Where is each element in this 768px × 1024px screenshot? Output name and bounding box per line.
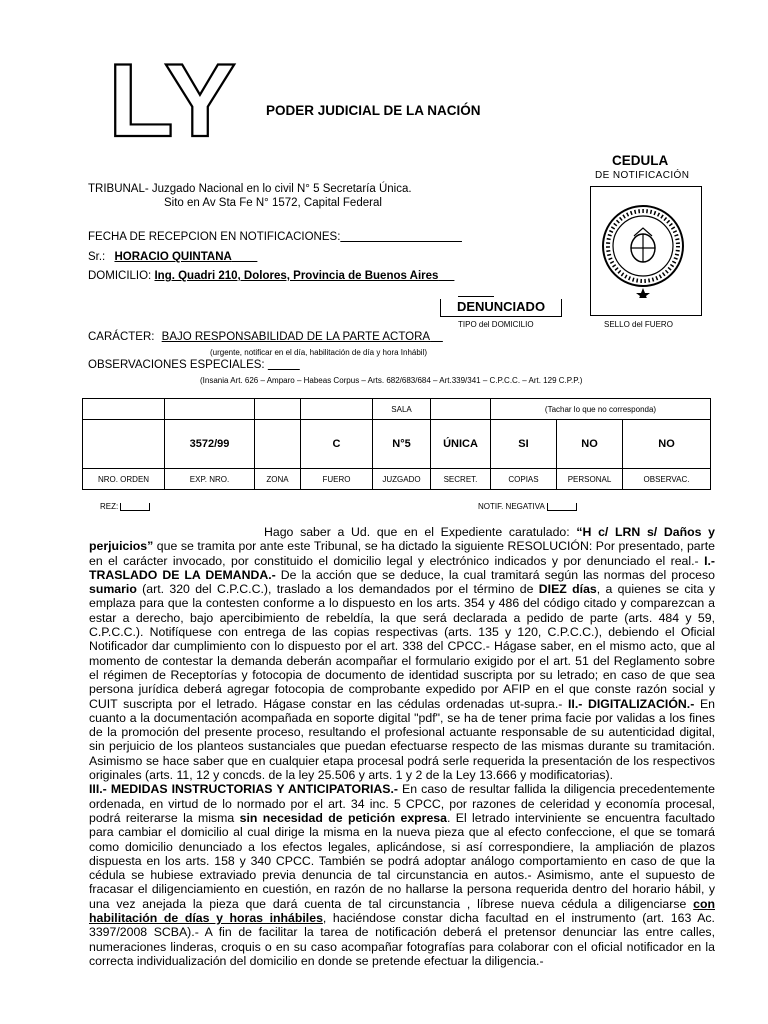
notif-negativa-box <box>547 503 577 511</box>
tipo-domicilio-box <box>440 299 562 317</box>
case-title: “H c/ LRN s/ Daños y perjuicios” <box>89 525 715 554</box>
notif-negativa-label: NOTIF. NEGATIVA <box>478 502 545 511</box>
header-observac: OBSERVAC. <box>623 469 711 490</box>
domicilio-row <box>88 270 454 282</box>
caracter-value: BAJO RESPONSABILIDAD DE LA PARTE ACTORA <box>161 331 431 343</box>
header-fuero: FUERO <box>301 469 373 490</box>
observaciones-label: OBSERVACIONES ESPECIALES: <box>88 359 265 371</box>
domicilio-label: DOMICILIO: <box>88 270 152 282</box>
body-p2-b: En caso de resultar fallida la diligencia precedentemente ordenada, en virtud de lo normado por el art. 34 inc. 5 CPCC, por razones de celeridad y economía procesal, podrá reiterarse la misma <box>89 782 715 825</box>
body-paragraph-1 <box>89 525 715 782</box>
header-juzgado: JUZGADO <box>373 469 431 490</box>
fecha-label: FECHA DE RECEPCION EN NOTIFICACIONES: <box>88 231 341 243</box>
body-p1-f: sumario <box>89 582 137 597</box>
body-p1-i: , a quienes se cita y emplaza para que la contesten conforme a lo dispuesto en los arts. 354 y 486 del código citado y comparezcan a estar a derecho, bajo apercibimiento de rebeldía, la que será declarada a pedido de parte (arts. 484 y 59, C.P.C.C.). Notifíquese con entrega de las copias respectivas (arts. 135 y 120, C.P.C.C.), debiendo el Oficial Notificador dar cumplimiento con lo dispuesto por el art. 338 del CPCC.- Hágase saber, en el mismo acto, que al momento de contestar la demanda deberán acompañar el formulario exigido por el art. 51 del Reglamento sobre el régimen de Receptorías y fotocopia de documento de identidad suscripta por su letrado; en caso de que sea persona jurídica deberá agregar fotocopia de comprobante expedido por AFIP en el que conste razón social y CUIT suscripta por el letrado. Hágase constar en las cédulas ordenadas ut-supra.- <box>89 582 715 711</box>
cell-exp-nro: 3572/99 <box>165 420 255 469</box>
sello-label: SELLO del FUERO <box>604 320 673 329</box>
cedula-title: CEDULA <box>612 153 669 168</box>
domicilio-value: Ing. Quadri 210, Dolores, Provincia de Buenos Aires <box>154 270 439 282</box>
section-traslado: I.- TRASLADO DE LA DEMANDA.- <box>89 553 715 582</box>
sr-label: Sr.: <box>88 251 106 263</box>
body-p2-f: , haciéndose constar dicha facultad en el instrumento (art. 163 Ac. 3397/2008 SCBA).- A fin de facilitar la tarea de notificación deberá el pretensor denunciar las entre calles, numeraciones linderas, croquis o en su caso acompañar fotografías para colaborar con el oficial notificador en la correcta individualización del domicilio en donde se pretende efectuar la diligencia.- <box>89 911 715 968</box>
header-zona: ZONA <box>255 469 301 490</box>
rez-label: REZ: <box>100 502 119 511</box>
header-copias: COPIAS <box>491 469 557 490</box>
body-p1-k: En cuanto a la documentación acompañada en soporte digital "pdf", se ha de tener prima facie por validas a los fines de la promoción del presente proceso, resultando el profesional actuante responsable de su autenticidad digital, sin perjuicio de los planteos sustanciales que puedan efectuarse respecto de las mismas durante su tramitación. Asimismo se hace saber que en cualquier etapa procesal podrá serle requerida la presentación de los respectivos originales (arts. 11, 12 y concds. de la ley 25.506 y arts. 1 y 2 de la Ley 13.666 y modificatorias). <box>89 696 715 783</box>
body-p1-e: De la acción que se deduce, la cual tramitará según las normas del proceso <box>275 567 715 582</box>
cell-zona <box>255 420 301 469</box>
header-nro-orden: NRO. ORDEN <box>83 469 165 490</box>
fecha-value: ___ ____ ____ ____ __ <box>340 231 462 243</box>
seal-icon <box>598 198 688 298</box>
caracter-row <box>88 331 443 343</box>
cell-copias: SI <box>491 420 557 469</box>
body-p1-h: DIEZ días <box>538 582 597 597</box>
table-row <box>83 420 711 469</box>
sr-value: HORACIO QUINTANA <box>114 251 232 263</box>
section-digitalizacion: II.- DIGITALIZACIÓN.- <box>567 696 695 711</box>
ly-logo-text: LY <box>108 60 236 140</box>
body-p1-a: Hago saber a Ud. que en el Expediente caratulado: <box>264 525 577 539</box>
rez-box <box>120 503 150 511</box>
body-p2-c: sin necesidad de petición expresa <box>239 810 447 825</box>
page-title: PODER JUDICIAL DE LA NACIÓN <box>266 103 481 118</box>
observaciones-note: (Insania Art. 626 – Amparo – Habeas Corpus – Arts. 682/683/684 – Art.339/341 – C.P.C.C. – Art. 129 C.P.P.) <box>200 376 583 385</box>
body-p2-d: . El letrado interviniente se encuentra facultado para cambiar el domicilio al cual dirige la misma en la nueva pieza que al efecto confeccione, el que se tomará como domicilio denunciado a los efectos legales, aplicándose, si así correspondiere, la ampliación de plazos dispuesta en los arts. 158 y 340 CPCC. También se podrá adoptar análogo comportamiento en caso de que la cédula se hubiese extraviado previa denuncia de tal circunstancia en autos.- Asimismo, ante el supuesto de fracasar el diligenciamiento en cuestión, en razón de no hallarse la persona requerida dentro del horario hábil, y una vez anejada la pieza que dará cuenta de tal circunstancia , líbrese nueva cédula a diligenciarse <box>89 810 716 911</box>
observaciones-row <box>88 359 300 371</box>
tipo-domicilio-label: TIPO del DOMICILIO <box>458 320 534 329</box>
body-paragraph-2 <box>89 782 715 968</box>
table-header-row <box>83 469 711 490</box>
cell-juzgado: N°5 <box>373 420 431 469</box>
sala-label: SALA <box>373 399 431 420</box>
tachar-note: (Tachar lo que no corresponda) <box>491 399 711 420</box>
cell-observac: NO <box>623 420 711 469</box>
cell-personal: NO <box>557 420 623 469</box>
notif-negativa-field <box>478 502 577 511</box>
body-p2-e: con habilitación de días y horas inhábiles <box>89 896 715 926</box>
case-table <box>82 398 711 490</box>
header-secret: SECRET. <box>431 469 491 490</box>
rez-field <box>100 502 150 511</box>
cell-fuero: C <box>301 420 373 469</box>
resolution-body <box>89 525 715 968</box>
header-personal: PERSONAL <box>557 469 623 490</box>
tribunal-block <box>88 182 412 210</box>
tipo-domicilio-value: DENUNCIADO <box>456 299 546 314</box>
sr-row <box>88 251 257 263</box>
body-p1-g: (art. 320 del C.P.C.C.), traslado a los demandados por el término de <box>136 582 539 597</box>
header-exp-nro: EXP. NRO. <box>165 469 255 490</box>
tribunal-line-2: Sito en Av Sta Fe N° 1572, Capital Federal <box>164 197 382 209</box>
cell-nro-orden <box>83 420 165 469</box>
caracter-note: (urgente, notificar en el día, habilitación de día y hora Inhábil) <box>210 348 428 357</box>
ly-logo <box>108 60 238 140</box>
table-top-row <box>83 399 711 420</box>
denunciado-overline <box>458 296 494 297</box>
cell-secret: ÚNICA <box>431 420 491 469</box>
cedula-subtitle: DE NOTIFICACIÓN <box>595 170 690 181</box>
fecha-row <box>88 231 462 243</box>
tribunal-line-1: TRIBUNAL- Juzgado Nacional en lo civil N° 5 Secretaría Única. <box>88 183 412 195</box>
section-medidas: III.- MEDIDAS INSTRUCTORIAS Y ANTICIPATORIAS.- <box>89 782 398 797</box>
body-p1-c: que se tramita por ante este Tribunal, se ha dictado la siguiente RESOLUCIÓN: Por presentado, parte en el carácter invocado, por constituido el domicilio legal y electrónico indicados y por denunciado el real.- <box>89 539 715 568</box>
caracter-label: CARÁCTER: <box>88 331 155 343</box>
